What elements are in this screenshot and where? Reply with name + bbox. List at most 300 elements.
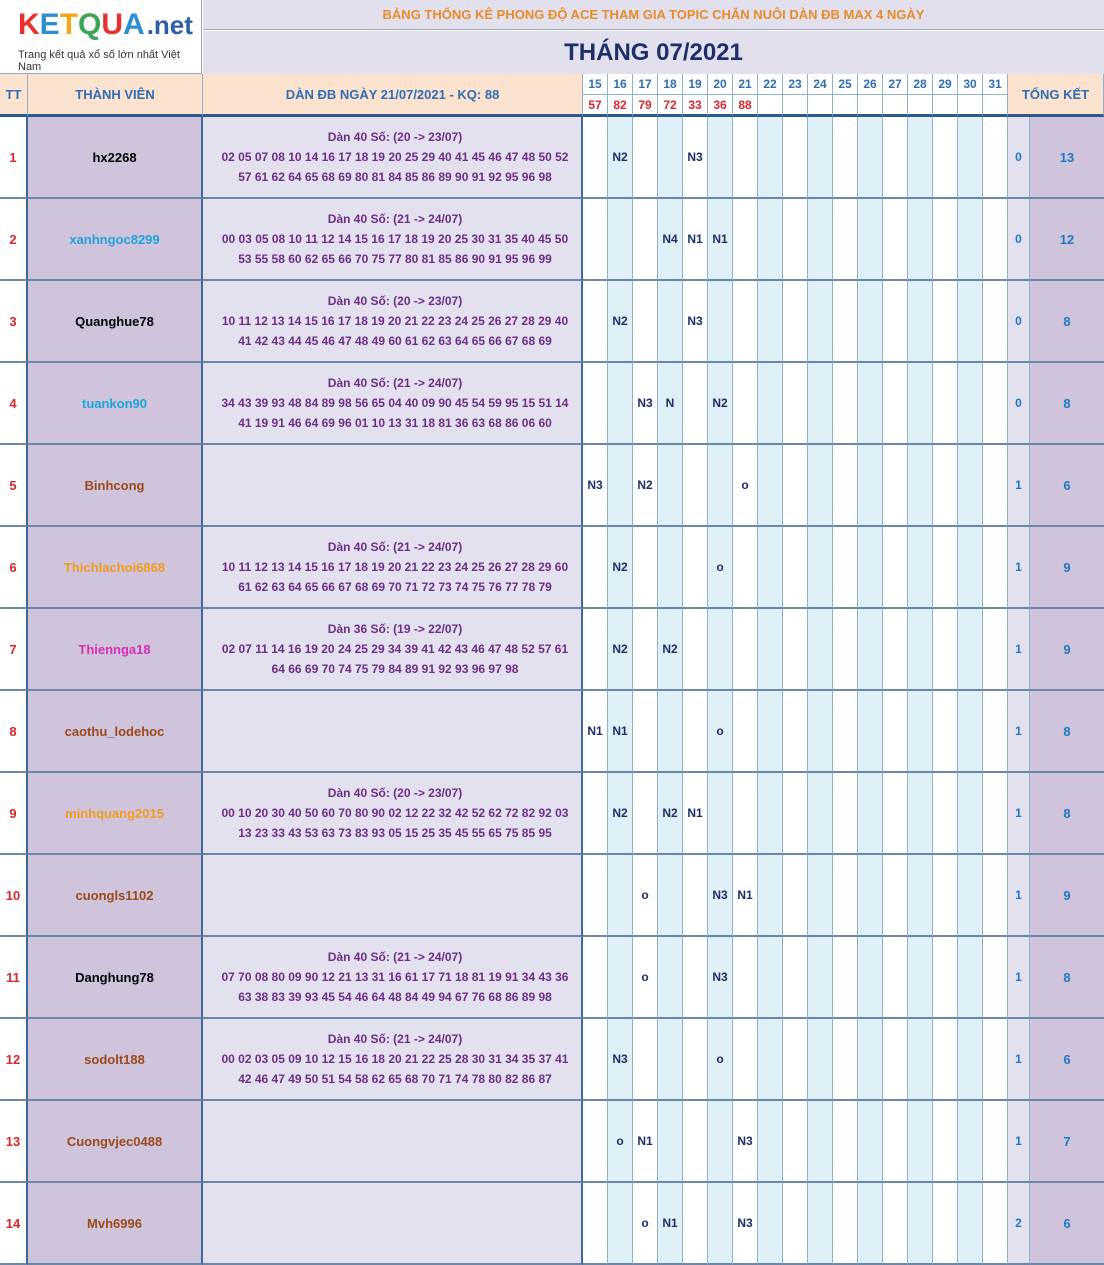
dan-line: 34 43 39 93 48 84 89 98 56 65 04 40 09 90 45 54 59 95 15 51 14 <box>221 396 569 410</box>
day-result-cell <box>883 937 908 1019</box>
logo-letter: E <box>39 8 60 41</box>
day-result-cell <box>783 691 808 773</box>
summary-total: 9 <box>1030 527 1104 609</box>
day-result-cell <box>758 1019 783 1101</box>
day-result-cell: o <box>633 855 658 937</box>
summary-hits: 0 <box>1008 281 1030 363</box>
day-result-cell <box>933 773 958 855</box>
dan-numbers <box>203 199 583 281</box>
row-tt: 10 <box>0 855 28 937</box>
summary-hits: 1 <box>1008 527 1030 609</box>
day-result-cell <box>683 691 708 773</box>
dan-numbers <box>203 363 583 445</box>
day-result-cell <box>758 1101 783 1183</box>
dan-numbers <box>203 937 583 1019</box>
day-result-cell <box>983 363 1008 445</box>
member-name[interactable]: Thichlachoi6868 <box>28 527 203 609</box>
day-result-cell <box>608 363 633 445</box>
day-result-cell <box>983 937 1008 1019</box>
day-result-cell <box>933 117 958 199</box>
day-result-cell <box>833 1019 858 1101</box>
logo-suffix: .net <box>146 10 193 40</box>
member-name[interactable]: Binhcong <box>28 445 203 527</box>
day-result-cell: N3 <box>733 1183 758 1265</box>
dan-line: 41 19 91 46 64 69 96 01 10 13 31 18 81 36 63 68 86 06 60 <box>238 416 552 430</box>
dan-line: Dàn 40 Số: (21 -> 24/07) <box>327 540 463 554</box>
logo-letter: A <box>123 8 145 41</box>
day-result-cell <box>808 363 833 445</box>
day-result-cell <box>733 691 758 773</box>
dan-line: 57 61 62 64 65 68 69 80 81 84 85 86 89 90 91 92 95 96 98 <box>238 170 552 184</box>
day-result-cell <box>933 609 958 691</box>
day-result-cell <box>833 937 858 1019</box>
logo-letter: K <box>18 8 40 41</box>
day-result-cell <box>983 773 1008 855</box>
day-result-cell: N3 <box>733 1101 758 1183</box>
member-name[interactable]: Mvh6996 <box>28 1183 203 1265</box>
day-result-cell <box>983 445 1008 527</box>
header-day: 22 <box>758 74 783 95</box>
table-title: BẢNG THỐNG KÊ PHONG ĐỘ ACE THAM GIA TOPIC CHĂN NUÔI DÀN ĐB MAX 4 NGÀY <box>203 0 1104 30</box>
month-title: THÁNG 07/2021 <box>203 31 1104 74</box>
header-day-result: 88 <box>733 95 758 117</box>
day-result-cell <box>583 1101 608 1183</box>
day-result-cell <box>733 117 758 199</box>
summary-total: 9 <box>1030 609 1104 691</box>
header-tt: TT <box>0 74 28 117</box>
dan-numbers <box>203 609 583 691</box>
day-result-cell <box>883 1019 908 1101</box>
dan-numbers <box>203 281 583 363</box>
day-result-cell <box>658 691 683 773</box>
dan-line: 64 66 69 70 74 75 79 84 89 91 92 93 96 97 98 <box>271 662 519 676</box>
day-result-cell <box>758 937 783 1019</box>
day-result-cell <box>958 855 983 937</box>
day-result-cell <box>908 1019 933 1101</box>
dan-numbers <box>203 1183 583 1265</box>
dan-line: Dàn 40 Số: (21 -> 24/07) <box>327 1032 463 1046</box>
member-name[interactable]: Thiennga18 <box>28 609 203 691</box>
header-day-result <box>758 95 783 117</box>
day-result-cell: N3 <box>683 281 708 363</box>
day-result-cell <box>583 281 608 363</box>
dan-line: 63 38 83 39 93 45 54 46 64 48 84 49 94 67 76 68 86 89 98 <box>238 990 552 1004</box>
day-result-cell <box>908 937 933 1019</box>
summary-hits: 1 <box>1008 1019 1030 1101</box>
day-result-cell <box>908 363 933 445</box>
row-tt: 2 <box>0 199 28 281</box>
day-result-cell <box>608 445 633 527</box>
day-result-cell <box>733 937 758 1019</box>
day-result-cell <box>733 281 758 363</box>
day-result-cell: N3 <box>608 1019 633 1101</box>
day-result-cell <box>658 281 683 363</box>
day-result-cell <box>858 363 883 445</box>
day-result-cell <box>783 281 808 363</box>
summary-total: 8 <box>1030 691 1104 773</box>
day-result-cell <box>583 1183 608 1265</box>
header-day: 24 <box>808 74 833 95</box>
header-day: 18 <box>658 74 683 95</box>
day-result-cell <box>908 855 933 937</box>
member-name[interactable]: Cuongvjec0488 <box>28 1101 203 1183</box>
day-result-cell <box>733 199 758 281</box>
day-result-cell <box>758 1183 783 1265</box>
header-dan: DÀN ĐB NGÀY 21/07/2021 - KQ: 88 <box>203 74 583 117</box>
day-result-cell <box>983 855 1008 937</box>
day-result-cell <box>633 609 658 691</box>
summary-total: 8 <box>1030 281 1104 363</box>
day-result-cell <box>683 1101 708 1183</box>
day-result-cell <box>858 1019 883 1101</box>
day-result-cell <box>583 117 608 199</box>
day-result-cell <box>958 199 983 281</box>
day-result-cell: N3 <box>708 937 733 1019</box>
day-result-cell <box>758 609 783 691</box>
summary-hits: 1 <box>1008 937 1030 1019</box>
logo-letter: U <box>101 8 124 41</box>
day-result-cell <box>958 281 983 363</box>
summary-hits: 1 <box>1008 1101 1030 1183</box>
day-result-cell <box>583 199 608 281</box>
day-result-cell <box>933 937 958 1019</box>
header-day: 29 <box>933 74 958 95</box>
day-result-cell <box>858 691 883 773</box>
day-result-cell <box>583 609 608 691</box>
day-result-cell <box>958 527 983 609</box>
day-result-cell <box>933 445 958 527</box>
day-result-cell <box>883 199 908 281</box>
header-day: 26 <box>858 74 883 95</box>
day-result-cell <box>983 1101 1008 1183</box>
dan-line: 07 70 08 80 09 90 12 21 13 31 16 61 17 71 18 81 19 91 34 43 36 <box>221 970 569 984</box>
member-name[interactable]: Quanghue78 <box>28 281 203 363</box>
day-result-cell <box>783 363 808 445</box>
day-result-cell <box>833 1101 858 1183</box>
day-result-cell <box>933 199 958 281</box>
day-result-cell <box>858 281 883 363</box>
ketqua-logo[interactable] <box>0 0 202 74</box>
day-result-cell <box>808 1101 833 1183</box>
day-result-cell <box>958 937 983 1019</box>
day-result-cell <box>708 445 733 527</box>
day-result-cell <box>808 199 833 281</box>
day-result-cell <box>783 445 808 527</box>
day-result-cell <box>758 363 783 445</box>
day-result-cell <box>683 363 708 445</box>
day-result-cell: N2 <box>708 363 733 445</box>
day-result-cell: N3 <box>583 445 608 527</box>
header-day-result <box>883 95 908 117</box>
day-result-cell <box>658 117 683 199</box>
day-result-cell <box>933 1101 958 1183</box>
logo-tagline: Trang kết quả xổ số lớn nhất Việt Nam <box>18 49 180 73</box>
summary-total: 13 <box>1030 117 1104 199</box>
logo-letter: Q <box>78 8 102 41</box>
day-result-cell <box>958 445 983 527</box>
header-day: 20 <box>708 74 733 95</box>
day-result-cell: N2 <box>608 773 633 855</box>
day-result-cell: N2 <box>608 117 633 199</box>
day-result-cell <box>833 691 858 773</box>
logo-wordmark <box>18 8 193 42</box>
header-day: 25 <box>833 74 858 95</box>
day-result-cell <box>983 691 1008 773</box>
day-result-cell <box>758 445 783 527</box>
day-result-cell: o <box>633 937 658 1019</box>
day-result-cell <box>783 1101 808 1183</box>
dan-line: 00 10 20 30 40 50 60 70 80 90 02 12 22 32 42 52 62 72 82 92 03 <box>221 806 569 820</box>
day-result-cell <box>933 281 958 363</box>
day-result-cell <box>683 445 708 527</box>
day-result-cell <box>958 773 983 855</box>
row-tt: 5 <box>0 445 28 527</box>
day-result-cell: N4 <box>658 199 683 281</box>
day-result-cell: o <box>608 1101 633 1183</box>
day-result-cell <box>633 773 658 855</box>
day-result-cell <box>708 1183 733 1265</box>
dan-line: 10 11 12 13 14 15 16 17 18 19 20 21 22 23 24 25 26 27 28 29 40 <box>221 314 569 328</box>
summary-total: 6 <box>1030 1183 1104 1265</box>
header-day-result <box>858 95 883 117</box>
day-result-cell <box>783 1019 808 1101</box>
day-result-cell <box>858 773 883 855</box>
day-result-cell <box>733 609 758 691</box>
day-result-cell <box>783 609 808 691</box>
header-day-result <box>908 95 933 117</box>
row-tt: 13 <box>0 1101 28 1183</box>
day-result-cell <box>583 527 608 609</box>
day-result-cell <box>633 527 658 609</box>
day-result-cell <box>783 527 808 609</box>
day-result-cell <box>833 281 858 363</box>
day-result-cell <box>733 527 758 609</box>
day-result-cell <box>808 1183 833 1265</box>
day-result-cell <box>883 609 908 691</box>
day-result-cell <box>908 1183 933 1265</box>
day-result-cell <box>608 937 633 1019</box>
day-result-cell <box>708 1101 733 1183</box>
day-result-cell <box>758 691 783 773</box>
day-result-cell <box>958 1101 983 1183</box>
header-day-result: 72 <box>658 95 683 117</box>
dan-numbers <box>203 1019 583 1101</box>
day-result-cell <box>633 1019 658 1101</box>
day-result-cell <box>633 117 658 199</box>
day-result-cell <box>958 609 983 691</box>
day-result-cell <box>883 281 908 363</box>
day-result-cell <box>758 117 783 199</box>
day-result-cell <box>733 773 758 855</box>
day-result-cell: N1 <box>583 691 608 773</box>
day-result-cell <box>933 1183 958 1265</box>
row-tt: 12 <box>0 1019 28 1101</box>
header-day: 28 <box>908 74 933 95</box>
member-name[interactable]: sodolt188 <box>28 1019 203 1101</box>
summary-hits: 1 <box>1008 855 1030 937</box>
dan-line: 61 62 63 64 65 66 67 68 69 70 71 72 73 74 75 76 77 78 79 <box>238 580 552 594</box>
day-result-cell <box>883 773 908 855</box>
day-result-cell <box>883 445 908 527</box>
day-result-cell: N3 <box>683 117 708 199</box>
day-result-cell <box>908 117 933 199</box>
summary-total: 7 <box>1030 1101 1104 1183</box>
header-day: 17 <box>633 74 658 95</box>
header-day: 15 <box>583 74 608 95</box>
day-result-cell: o <box>708 691 733 773</box>
header-day: 31 <box>983 74 1008 95</box>
row-tt: 9 <box>0 773 28 855</box>
row-tt: 11 <box>0 937 28 1019</box>
day-result-cell <box>683 1183 708 1265</box>
day-result-cell <box>683 527 708 609</box>
day-result-cell <box>808 445 833 527</box>
day-result-cell <box>833 855 858 937</box>
header-day-result: 36 <box>708 95 733 117</box>
day-result-cell <box>858 937 883 1019</box>
day-result-cell: N2 <box>633 445 658 527</box>
member-name[interactable]: caothu_lodehoc <box>28 691 203 773</box>
member-name[interactable]: minhquang2015 <box>28 773 203 855</box>
header-day: 30 <box>958 74 983 95</box>
day-result-cell <box>808 1019 833 1101</box>
day-result-cell <box>933 363 958 445</box>
header-day-result <box>808 95 833 117</box>
dan-numbers <box>203 1101 583 1183</box>
day-result-cell <box>933 527 958 609</box>
day-result-cell <box>583 937 608 1019</box>
day-result-cell <box>983 199 1008 281</box>
day-result-cell <box>733 363 758 445</box>
day-result-cell <box>608 199 633 281</box>
day-result-cell <box>908 773 933 855</box>
day-result-cell: N2 <box>608 281 633 363</box>
member-name[interactable]: cuongls1102 <box>28 855 203 937</box>
day-result-cell: N3 <box>633 363 658 445</box>
dan-line: Dàn 40 Số: (21 -> 24/07) <box>327 212 463 226</box>
day-result-cell <box>783 937 808 1019</box>
day-result-cell <box>833 527 858 609</box>
day-result-cell <box>733 1019 758 1101</box>
header-day-result <box>933 95 958 117</box>
dan-numbers <box>203 773 583 855</box>
day-result-cell <box>833 1183 858 1265</box>
day-result-cell: N1 <box>633 1101 658 1183</box>
dan-line: Dàn 40 Số: (21 -> 24/07) <box>327 950 463 964</box>
header-day-result <box>783 95 808 117</box>
header-summary: TỔNG KẾT <box>1008 74 1104 117</box>
day-result-cell <box>683 937 708 1019</box>
logo-letter: T <box>59 8 79 41</box>
summary-hits: 1 <box>1008 609 1030 691</box>
header-day-result: 79 <box>633 95 658 117</box>
member-name[interactable]: xanhngoc8299 <box>28 199 203 281</box>
summary-hits: 0 <box>1008 117 1030 199</box>
day-result-cell <box>908 527 933 609</box>
day-result-cell: N1 <box>683 773 708 855</box>
header-day-result: 33 <box>683 95 708 117</box>
day-result-cell <box>583 855 608 937</box>
dan-numbers <box>203 855 583 937</box>
dan-line: 41 42 43 44 45 46 47 48 49 60 61 62 63 64 65 66 67 68 69 <box>238 334 552 348</box>
day-result-cell: N2 <box>658 609 683 691</box>
member-name[interactable]: Danghung78 <box>28 937 203 1019</box>
summary-total: 8 <box>1030 773 1104 855</box>
summary-total: 8 <box>1030 363 1104 445</box>
dan-numbers <box>203 445 583 527</box>
header-day: 21 <box>733 74 758 95</box>
day-result-cell <box>833 199 858 281</box>
day-result-cell <box>683 1019 708 1101</box>
day-result-cell <box>583 773 608 855</box>
day-result-cell <box>683 609 708 691</box>
day-result-cell <box>858 1101 883 1183</box>
dan-numbers <box>203 527 583 609</box>
dan-line: 10 11 12 13 14 15 16 17 18 19 20 21 22 23 24 25 26 27 28 29 60 <box>221 560 569 574</box>
day-result-cell <box>833 609 858 691</box>
dan-line: Dàn 40 Số: (21 -> 24/07) <box>327 376 463 390</box>
day-result-cell: N1 <box>658 1183 683 1265</box>
day-result-cell <box>883 855 908 937</box>
day-result-cell <box>908 609 933 691</box>
day-result-cell <box>833 363 858 445</box>
day-result-cell <box>883 527 908 609</box>
day-result-cell <box>958 691 983 773</box>
summary-total: 6 <box>1030 1019 1104 1101</box>
day-result-cell <box>983 609 1008 691</box>
dan-numbers <box>203 691 583 773</box>
header-day-result <box>833 95 858 117</box>
day-result-cell <box>658 855 683 937</box>
day-result-cell <box>608 855 633 937</box>
day-result-cell <box>658 937 683 1019</box>
day-result-cell <box>958 1183 983 1265</box>
day-result-cell <box>883 1101 908 1183</box>
summary-total: 9 <box>1030 855 1104 937</box>
row-tt: 14 <box>0 1183 28 1265</box>
day-result-cell <box>933 855 958 937</box>
day-result-cell <box>983 281 1008 363</box>
day-result-cell <box>883 1183 908 1265</box>
header-day-result <box>983 95 1008 117</box>
day-result-cell <box>783 199 808 281</box>
day-result-cell <box>858 527 883 609</box>
row-tt: 4 <box>0 363 28 445</box>
day-result-cell <box>858 1183 883 1265</box>
day-result-cell <box>933 1019 958 1101</box>
header-day: 23 <box>783 74 808 95</box>
dan-line: Dàn 36 Số: (19 -> 22/07) <box>327 622 463 636</box>
header-day-result: 82 <box>608 95 633 117</box>
day-result-cell: N1 <box>708 199 733 281</box>
summary-hits: 0 <box>1008 363 1030 445</box>
day-result-cell: o <box>733 445 758 527</box>
day-result-cell <box>908 445 933 527</box>
day-result-cell <box>758 527 783 609</box>
header-day: 19 <box>683 74 708 95</box>
day-result-cell <box>683 855 708 937</box>
header-day: 16 <box>608 74 633 95</box>
day-result-cell <box>908 1101 933 1183</box>
day-result-cell: N1 <box>683 199 708 281</box>
summary-hits: 1 <box>1008 773 1030 855</box>
day-result-cell: N2 <box>608 527 633 609</box>
day-result-cell <box>783 773 808 855</box>
day-result-cell <box>908 199 933 281</box>
day-result-cell: N <box>658 363 683 445</box>
member-name[interactable]: hx2268 <box>28 117 203 199</box>
member-name[interactable]: tuankon90 <box>28 363 203 445</box>
